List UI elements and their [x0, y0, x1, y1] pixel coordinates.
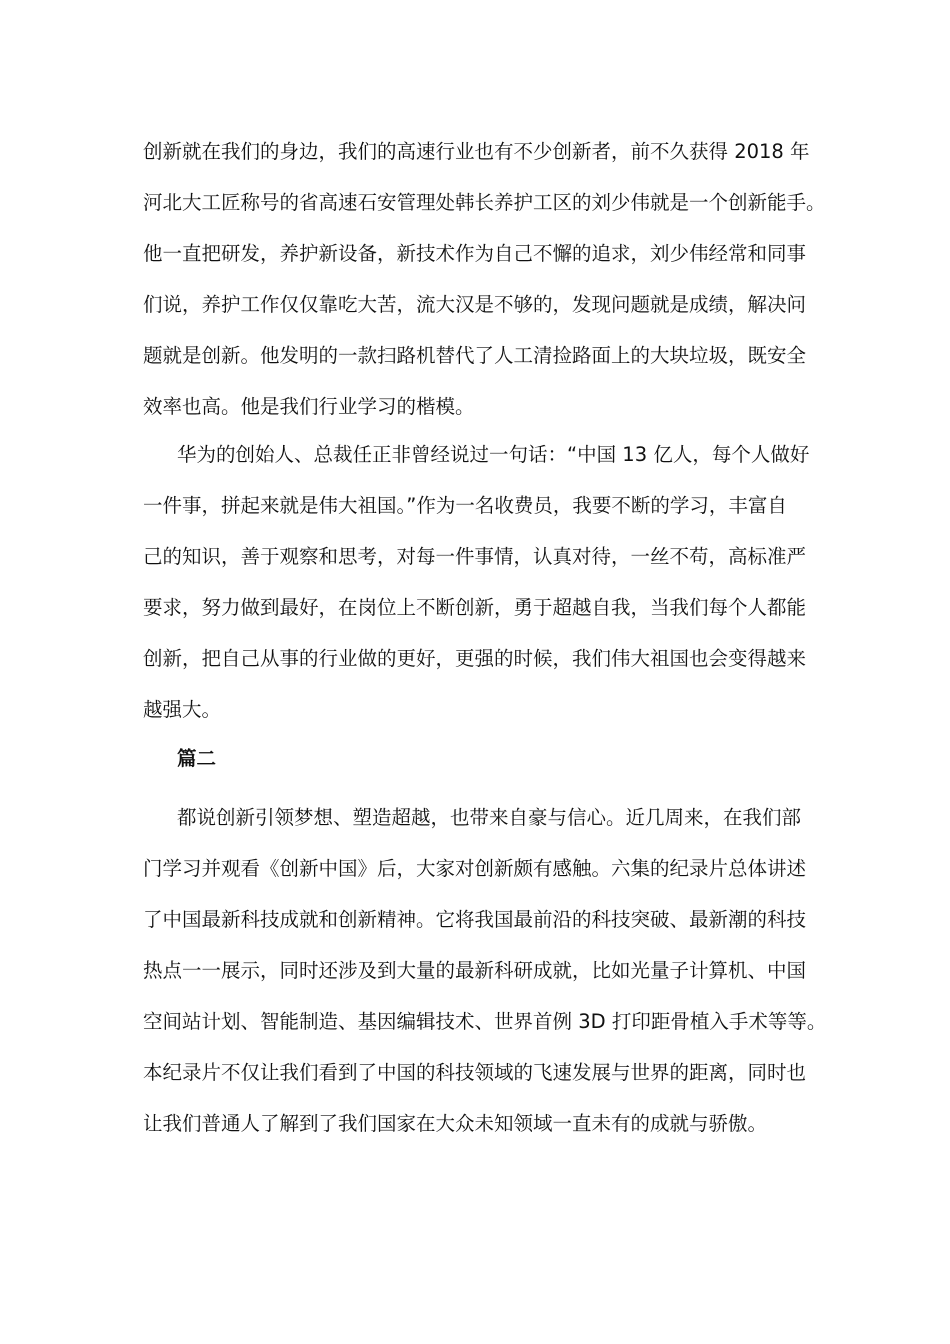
- paragraph-line: 题就是创新。他发明的一款扫路机替代了人工清捡路面上的大块垃圾，既安全: [143, 344, 807, 367]
- paragraph-line: 要求，努力做到最好，在岗位上不断创新，勇于超越自我，当我们每个人都能: [143, 596, 807, 619]
- paragraph-1: [143, 137, 826, 443]
- paragraph-line: 一件事，拼起来就是伟大祖国。”作为一名收费员，我要不断的学习，丰富自: [143, 494, 787, 517]
- paragraph-line: 越强大。: [143, 698, 222, 721]
- paragraph-line: 都说创新引领梦想、塑造超越，也带来自豪与信心。近几周来，在我们部: [177, 806, 802, 829]
- paragraph-line: 本纪录片不仅让我们看到了中国的科技领域的飞速发展与世界的距离，同时也: [143, 1061, 807, 1084]
- paragraph-2: [143, 440, 823, 746]
- paragraph-line: 华为的创始人、总裁任正非曾经说过一句话：“中国 13 亿人，每个人做好: [177, 443, 810, 466]
- paragraph-line: 河北大工匠称号的省高速石安管理处韩长养护工区的刘少伟就是一个创新能手。: [143, 191, 826, 214]
- paragraph-line: 空间站计划、智能制造、基因编辑技术、世界首例 3D 打印距骨植入手术等等。: [143, 1010, 827, 1033]
- paragraph-line: 他一直把研发，养护新设备，新技术作为自己不懈的追求，刘少伟经常和同事: [143, 242, 807, 265]
- paragraph-line: 创新，把自己从事的行业做的更好，更强的时候，我们伟大祖国也会变得越来: [143, 647, 807, 670]
- paragraph-line: 效率也高。他是我们行业学习的楷模。: [143, 395, 475, 418]
- section-heading: 篇二: [177, 747, 217, 770]
- paragraph-line: 让我们普通人了解到了我们国家在大众未知领域一直未有的成就与骄傲。: [143, 1112, 768, 1135]
- paragraph-line: 了中国最新科技成就和创新精神。它将我国最前沿的科技突破、最新潮的科技: [143, 908, 807, 931]
- paragraph-line: 们说，养护工作仅仅靠吃大苦，流大汉是不够的，发现问题就是成绩，解决问: [143, 293, 807, 316]
- paragraph-line: 门学习并观看《创新中国》后，大家对创新颇有感触。六集的纪录片总体讲述: [143, 857, 807, 880]
- paragraph-line: 己的知识，善于观察和思考，对每一件事情，认真对待，一丝不苟，高标准严: [143, 545, 807, 568]
- paragraph-line: 创新就在我们的身边，我们的高速行业也有不少创新者，前不久获得 2018 年: [143, 140, 810, 163]
- paragraph-3: [143, 803, 827, 1160]
- paragraph-line: 热点一一展示，同时还涉及到大量的最新科研成就，比如光量子计算机、中国: [143, 959, 807, 982]
